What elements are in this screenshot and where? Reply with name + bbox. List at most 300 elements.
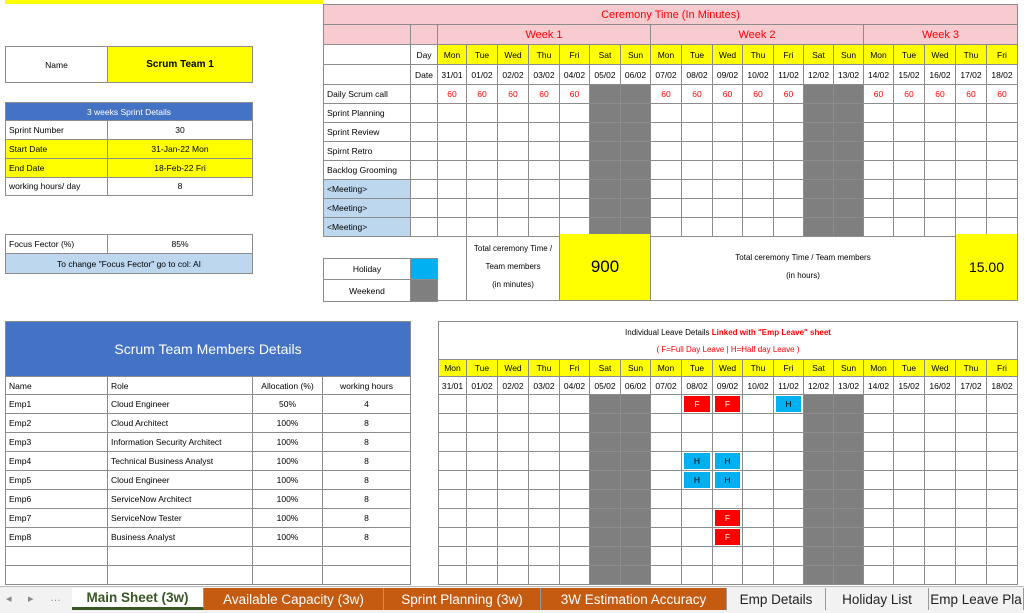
leave-cell[interactable] <box>560 566 590 585</box>
leave-cell[interactable] <box>774 547 804 566</box>
leave-cell[interactable] <box>560 509 590 528</box>
ceremony-cell[interactable] <box>743 199 774 218</box>
ceremony-cell[interactable] <box>529 161 560 180</box>
ceremony-cell[interactable] <box>438 199 467 218</box>
leave-cell[interactable] <box>864 452 894 471</box>
ceremony-cell[interactable] <box>713 199 743 218</box>
ceremony-cell[interactable] <box>713 180 743 199</box>
ceremony-cell[interactable] <box>467 142 498 161</box>
leave-cell[interactable] <box>774 509 804 528</box>
member-cell[interactable]: Emp1 <box>5 395 108 414</box>
member-cell[interactable]: Cloud Engineer <box>108 395 253 414</box>
leave-cell[interactable] <box>864 395 894 414</box>
leave-cell[interactable] <box>467 547 498 566</box>
ceremony-cell[interactable] <box>651 142 682 161</box>
leave-cell[interactable] <box>682 509 713 528</box>
member-cell[interactable]: 50% <box>253 395 323 414</box>
leave-cell[interactable] <box>438 566 467 585</box>
leave-cell[interactable] <box>438 490 467 509</box>
ceremony-cell[interactable] <box>987 161 1018 180</box>
ceremony-cell[interactable] <box>925 180 956 199</box>
ceremony-cell[interactable] <box>925 199 956 218</box>
leave-cell[interactable] <box>774 566 804 585</box>
member-cell[interactable]: Emp7 <box>5 509 108 528</box>
ceremony-cell[interactable] <box>743 161 774 180</box>
member-cell[interactable]: Business Analyst <box>108 528 253 547</box>
full-day-leave-cell[interactable] <box>682 395 713 414</box>
half-day-leave-cell[interactable] <box>774 395 804 414</box>
leave-cell[interactable] <box>467 414 498 433</box>
leave-cell[interactable] <box>894 547 925 566</box>
ceremony-cell[interactable] <box>987 180 1018 199</box>
leave-cell[interactable] <box>987 452 1018 471</box>
leave-cell[interactable] <box>438 528 467 547</box>
ceremony-cell[interactable] <box>560 180 590 199</box>
ceremony-cell[interactable] <box>987 104 1018 123</box>
leave-cell[interactable] <box>894 414 925 433</box>
leave-cell[interactable] <box>498 433 529 452</box>
leave-cell[interactable] <box>682 547 713 566</box>
leave-cell[interactable] <box>925 566 956 585</box>
leave-cell[interactable] <box>438 433 467 452</box>
ceremony-cell[interactable] <box>651 123 682 142</box>
sheet-tab-3[interactable]: 3W Estimation Accuracy <box>541 588 727 610</box>
ceremony-cell[interactable] <box>467 161 498 180</box>
ceremony-cell[interactable] <box>864 180 894 199</box>
leave-cell[interactable] <box>529 528 560 547</box>
sprint-row-value[interactable]: 8 <box>108 177 253 196</box>
leave-cell[interactable] <box>498 395 529 414</box>
ceremony-cell[interactable] <box>498 123 529 142</box>
ceremony-cell[interactable] <box>682 142 713 161</box>
ceremony-cell[interactable] <box>894 180 925 199</box>
leave-cell[interactable] <box>987 395 1018 414</box>
ceremony-cell[interactable] <box>713 104 743 123</box>
ceremony-cell[interactable] <box>894 142 925 161</box>
leave-cell[interactable] <box>864 547 894 566</box>
ceremony-cell[interactable] <box>651 199 682 218</box>
leave-cell[interactable] <box>713 566 743 585</box>
leave-cell[interactable] <box>864 414 894 433</box>
leave-cell[interactable] <box>529 395 560 414</box>
leave-cell[interactable] <box>956 566 987 585</box>
ceremony-cell[interactable]: 60 <box>651 85 682 104</box>
ceremony-cell[interactable] <box>529 199 560 218</box>
ceremony-cell[interactable] <box>529 123 560 142</box>
ceremony-cell[interactable]: 60 <box>987 85 1018 104</box>
member-cell[interactable]: 8 <box>323 433 411 452</box>
member-cell[interactable]: 4 <box>323 395 411 414</box>
leave-cell[interactable] <box>774 471 804 490</box>
ceremony-cell[interactable] <box>864 104 894 123</box>
leave-cell[interactable] <box>467 490 498 509</box>
ceremony-cell[interactable]: 60 <box>956 85 987 104</box>
leave-cell[interactable] <box>498 566 529 585</box>
tab-more-icon[interactable]: … <box>50 592 61 604</box>
half-day-leave-cell[interactable] <box>682 471 713 490</box>
leave-cell[interactable] <box>498 471 529 490</box>
leave-cell[interactable] <box>713 433 743 452</box>
ceremony-cell[interactable] <box>713 161 743 180</box>
leave-cell[interactable] <box>925 471 956 490</box>
ceremony-cell[interactable]: 60 <box>864 85 894 104</box>
ceremony-cell[interactable] <box>864 142 894 161</box>
leave-cell[interactable] <box>560 547 590 566</box>
ceremony-cell[interactable] <box>774 142 804 161</box>
leave-cell[interactable] <box>987 509 1018 528</box>
ceremony-cell[interactable] <box>925 161 956 180</box>
leave-cell[interactable] <box>651 471 682 490</box>
leave-cell[interactable] <box>651 395 682 414</box>
ceremony-cell[interactable]: 60 <box>743 85 774 104</box>
leave-cell[interactable] <box>529 433 560 452</box>
ceremony-cell[interactable] <box>438 161 467 180</box>
ceremony-cell[interactable] <box>925 104 956 123</box>
leave-cell[interactable] <box>529 452 560 471</box>
sprint-row-value[interactable]: 18-Feb-22 Fri <box>108 159 253 178</box>
ceremony-cell[interactable] <box>682 161 713 180</box>
ceremony-cell[interactable] <box>743 142 774 161</box>
leave-cell[interactable] <box>498 452 529 471</box>
member-cell[interactable]: 8 <box>323 414 411 433</box>
ceremony-cell[interactable]: 60 <box>774 85 804 104</box>
ceremony-cell[interactable] <box>743 104 774 123</box>
leave-cell[interactable] <box>560 471 590 490</box>
member-cell[interactable]: Emp8 <box>5 528 108 547</box>
leave-cell[interactable] <box>925 528 956 547</box>
ceremony-cell[interactable] <box>560 199 590 218</box>
leave-cell[interactable] <box>529 471 560 490</box>
leave-cell[interactable] <box>682 414 713 433</box>
ceremony-cell[interactable] <box>743 180 774 199</box>
tab-scroll-right-icon[interactable]: ▸ <box>28 593 34 605</box>
sheet-tab-6[interactable]: Emp Leave Pla <box>929 588 1024 610</box>
member-cell[interactable]: 8 <box>323 490 411 509</box>
member-cell[interactable]: Emp6 <box>5 490 108 509</box>
ceremony-cell[interactable] <box>682 104 713 123</box>
ceremony-cell[interactable] <box>987 123 1018 142</box>
leave-cell[interactable] <box>956 414 987 433</box>
ceremony-cell[interactable] <box>987 199 1018 218</box>
ceremony-cell[interactable] <box>467 104 498 123</box>
leave-cell[interactable] <box>498 509 529 528</box>
leave-cell[interactable] <box>864 433 894 452</box>
leave-cell[interactable] <box>467 471 498 490</box>
leave-cell[interactable] <box>894 509 925 528</box>
leave-cell[interactable] <box>438 547 467 566</box>
leave-cell[interactable] <box>864 490 894 509</box>
leave-cell[interactable] <box>894 433 925 452</box>
ceremony-cell[interactable]: 60 <box>713 85 743 104</box>
ceremony-cell[interactable] <box>560 142 590 161</box>
ceremony-cell[interactable] <box>498 142 529 161</box>
leave-cell[interactable] <box>987 471 1018 490</box>
ceremony-cell[interactable] <box>651 104 682 123</box>
ceremony-cell[interactable] <box>467 199 498 218</box>
member-cell[interactable]: 100% <box>253 452 323 471</box>
sheet-tab-0[interactable]: Main Sheet (3w) <box>72 588 204 610</box>
leave-cell[interactable] <box>467 566 498 585</box>
ceremony-cell[interactable]: 60 <box>560 85 590 104</box>
leave-cell[interactable] <box>956 547 987 566</box>
member-cell[interactable]: 8 <box>323 471 411 490</box>
leave-cell[interactable] <box>864 566 894 585</box>
sheet-tab-2[interactable]: Sprint Planning (3w) <box>384 588 541 610</box>
leave-cell[interactable] <box>864 509 894 528</box>
ceremony-cell[interactable] <box>864 199 894 218</box>
ceremony-cell[interactable] <box>987 142 1018 161</box>
leave-cell[interactable] <box>774 414 804 433</box>
leave-cell[interactable] <box>987 433 1018 452</box>
leave-cell[interactable] <box>956 471 987 490</box>
leave-cell[interactable] <box>651 566 682 585</box>
leave-cell[interactable] <box>925 414 956 433</box>
ceremony-cell[interactable] <box>774 104 804 123</box>
ceremony-cell[interactable]: 60 <box>498 85 529 104</box>
leave-cell[interactable] <box>743 433 774 452</box>
leave-cell[interactable] <box>956 528 987 547</box>
full-day-leave-cell[interactable] <box>713 509 743 528</box>
leave-cell[interactable] <box>864 528 894 547</box>
half-day-leave-cell[interactable] <box>682 452 713 471</box>
ceremony-cell[interactable] <box>925 142 956 161</box>
leave-cell[interactable] <box>529 547 560 566</box>
member-cell[interactable]: Technical Business Analyst <box>108 452 253 471</box>
leave-cell[interactable] <box>438 471 467 490</box>
leave-cell[interactable] <box>498 490 529 509</box>
leave-cell[interactable] <box>467 395 498 414</box>
leave-cell[interactable] <box>774 452 804 471</box>
leave-cell[interactable] <box>682 433 713 452</box>
sheet-tab-4[interactable]: Emp Details <box>727 588 826 610</box>
ceremony-cell[interactable] <box>651 180 682 199</box>
leave-cell[interactable] <box>774 490 804 509</box>
leave-cell[interactable] <box>987 528 1018 547</box>
half-day-leave-cell[interactable] <box>713 452 743 471</box>
leave-cell[interactable] <box>438 414 467 433</box>
leave-cell[interactable] <box>651 452 682 471</box>
sprint-row-value[interactable]: 30 <box>108 121 253 140</box>
ceremony-cell[interactable] <box>894 161 925 180</box>
leave-cell[interactable] <box>498 547 529 566</box>
sheet-tab-5[interactable]: Holiday List <box>826 588 929 610</box>
leave-cell[interactable] <box>743 471 774 490</box>
leave-cell[interactable] <box>467 528 498 547</box>
leave-cell[interactable] <box>987 566 1018 585</box>
member-cell[interactable]: 100% <box>253 528 323 547</box>
leave-cell[interactable] <box>894 528 925 547</box>
ceremony-cell[interactable] <box>774 180 804 199</box>
leave-cell[interactable] <box>498 414 529 433</box>
leave-cell[interactable] <box>560 528 590 547</box>
leave-cell[interactable] <box>438 452 467 471</box>
leave-cell[interactable] <box>956 452 987 471</box>
ceremony-cell[interactable]: 60 <box>925 85 956 104</box>
ceremony-cell[interactable] <box>894 123 925 142</box>
ceremony-cell[interactable]: 60 <box>438 85 467 104</box>
leave-cell[interactable] <box>743 395 774 414</box>
member-cell[interactable]: Emp4 <box>5 452 108 471</box>
ceremony-cell[interactable] <box>651 161 682 180</box>
ceremony-cell[interactable] <box>894 199 925 218</box>
leave-cell[interactable] <box>894 452 925 471</box>
leave-cell[interactable] <box>743 509 774 528</box>
ceremony-cell[interactable] <box>956 123 987 142</box>
ceremony-cell[interactable] <box>438 180 467 199</box>
leave-cell[interactable] <box>560 395 590 414</box>
ceremony-cell[interactable]: 60 <box>682 85 713 104</box>
member-cell[interactable]: 8 <box>323 528 411 547</box>
ceremony-cell[interactable] <box>498 104 529 123</box>
ceremony-cell[interactable] <box>438 123 467 142</box>
ceremony-cell[interactable] <box>956 199 987 218</box>
sheet-tab-1[interactable]: Available Capacity (3w) <box>204 588 384 610</box>
leave-cell[interactable] <box>651 509 682 528</box>
leave-cell[interactable] <box>956 509 987 528</box>
leave-cell[interactable] <box>894 490 925 509</box>
member-cell[interactable]: ServiceNow Architect <box>108 490 253 509</box>
sprint-row-value[interactable]: 31-Jan-22 Mon <box>108 140 253 159</box>
member-cell[interactable]: 100% <box>253 490 323 509</box>
leave-cell[interactable] <box>713 490 743 509</box>
member-cell[interactable]: 8 <box>323 452 411 471</box>
ceremony-cell[interactable] <box>498 161 529 180</box>
ceremony-cell[interactable] <box>774 199 804 218</box>
ceremony-cell[interactable] <box>956 180 987 199</box>
leave-cell[interactable] <box>438 509 467 528</box>
leave-cell[interactable] <box>894 395 925 414</box>
member-cell[interactable]: 8 <box>323 509 411 528</box>
leave-cell[interactable] <box>560 452 590 471</box>
ceremony-cell[interactable] <box>925 123 956 142</box>
leave-cell[interactable] <box>529 566 560 585</box>
ceremony-cell[interactable] <box>713 123 743 142</box>
ceremony-cell[interactable] <box>438 104 467 123</box>
ceremony-cell[interactable] <box>498 199 529 218</box>
ceremony-cell[interactable] <box>560 104 590 123</box>
member-cell[interactable]: 100% <box>253 414 323 433</box>
ceremony-cell[interactable]: 60 <box>467 85 498 104</box>
focus-factor-value[interactable]: 85% <box>108 234 253 254</box>
ceremony-cell[interactable] <box>560 161 590 180</box>
member-cell[interactable]: Information Security Architect <box>108 433 253 452</box>
ceremony-cell[interactable] <box>498 180 529 199</box>
leave-cell[interactable] <box>467 509 498 528</box>
leave-cell[interactable] <box>682 490 713 509</box>
member-cell[interactable]: 100% <box>253 509 323 528</box>
leave-cell[interactable] <box>987 414 1018 433</box>
leave-cell[interactable] <box>529 414 560 433</box>
leave-cell[interactable] <box>713 414 743 433</box>
member-cell[interactable]: 100% <box>253 433 323 452</box>
leave-cell[interactable] <box>529 490 560 509</box>
leave-cell[interactable] <box>925 509 956 528</box>
leave-cell[interactable] <box>894 566 925 585</box>
ceremony-cell[interactable] <box>560 123 590 142</box>
leave-cell[interactable] <box>894 471 925 490</box>
leave-cell[interactable] <box>560 414 590 433</box>
total-ceremony-minutes-value[interactable]: 900 <box>560 234 651 301</box>
ceremony-cell[interactable] <box>774 123 804 142</box>
member-cell[interactable]: Emp5 <box>5 471 108 490</box>
leave-cell[interactable] <box>925 547 956 566</box>
ceremony-cell[interactable] <box>467 123 498 142</box>
leave-cell[interactable] <box>774 433 804 452</box>
leave-cell[interactable] <box>956 433 987 452</box>
leave-cell[interactable] <box>467 452 498 471</box>
leave-cell[interactable] <box>467 433 498 452</box>
leave-cell[interactable] <box>925 490 956 509</box>
full-day-leave-cell[interactable] <box>713 395 743 414</box>
leave-cell[interactable] <box>651 433 682 452</box>
member-cell[interactable]: 100% <box>253 471 323 490</box>
leave-cell[interactable] <box>956 490 987 509</box>
member-cell[interactable]: ServiceNow Tester <box>108 509 253 528</box>
total-ceremony-hours-value[interactable]: 15.00 <box>956 234 1018 301</box>
tab-scroll-left-icon[interactable]: ◂ <box>6 593 12 605</box>
ceremony-cell[interactable] <box>956 104 987 123</box>
member-cell[interactable]: Cloud Engineer <box>108 471 253 490</box>
ceremony-cell[interactable] <box>864 123 894 142</box>
half-day-leave-cell[interactable] <box>713 471 743 490</box>
leave-cell[interactable] <box>743 547 774 566</box>
leave-cell[interactable] <box>651 414 682 433</box>
leave-cell[interactable] <box>651 528 682 547</box>
leave-cell[interactable] <box>682 528 713 547</box>
ceremony-cell[interactable] <box>467 180 498 199</box>
ceremony-cell[interactable] <box>894 104 925 123</box>
ceremony-cell[interactable] <box>438 142 467 161</box>
ceremony-cell[interactable] <box>682 180 713 199</box>
leave-cell[interactable] <box>987 490 1018 509</box>
ceremony-cell[interactable] <box>682 123 713 142</box>
ceremony-cell[interactable]: 60 <box>529 85 560 104</box>
leave-cell[interactable] <box>682 566 713 585</box>
team-name-value[interactable]: Scrum Team 1 <box>108 46 253 83</box>
leave-cell[interactable] <box>925 452 956 471</box>
ceremony-cell[interactable] <box>956 161 987 180</box>
ceremony-cell[interactable] <box>956 142 987 161</box>
leave-cell[interactable] <box>743 452 774 471</box>
leave-cell[interactable] <box>774 528 804 547</box>
leave-cell[interactable] <box>651 547 682 566</box>
ceremony-cell[interactable] <box>529 104 560 123</box>
leave-cell[interactable] <box>560 433 590 452</box>
leave-cell[interactable] <box>743 528 774 547</box>
leave-cell[interactable] <box>498 528 529 547</box>
leave-cell[interactable] <box>560 490 590 509</box>
ceremony-cell[interactable] <box>682 199 713 218</box>
ceremony-cell[interactable] <box>774 161 804 180</box>
ceremony-cell[interactable] <box>743 123 774 142</box>
ceremony-cell[interactable] <box>529 142 560 161</box>
leave-cell[interactable] <box>956 395 987 414</box>
leave-cell[interactable] <box>438 395 467 414</box>
member-cell[interactable]: Cloud Architect <box>108 414 253 433</box>
leave-cell[interactable] <box>651 490 682 509</box>
ceremony-cell[interactable] <box>864 161 894 180</box>
leave-cell[interactable] <box>925 433 956 452</box>
leave-cell[interactable] <box>743 490 774 509</box>
full-day-leave-cell[interactable] <box>713 528 743 547</box>
leave-cell[interactable] <box>925 395 956 414</box>
leave-cell[interactable] <box>743 414 774 433</box>
leave-cell[interactable] <box>743 566 774 585</box>
leave-cell[interactable] <box>987 547 1018 566</box>
member-cell[interactable]: Emp2 <box>5 414 108 433</box>
ceremony-cell[interactable] <box>529 180 560 199</box>
ceremony-cell[interactable] <box>713 142 743 161</box>
